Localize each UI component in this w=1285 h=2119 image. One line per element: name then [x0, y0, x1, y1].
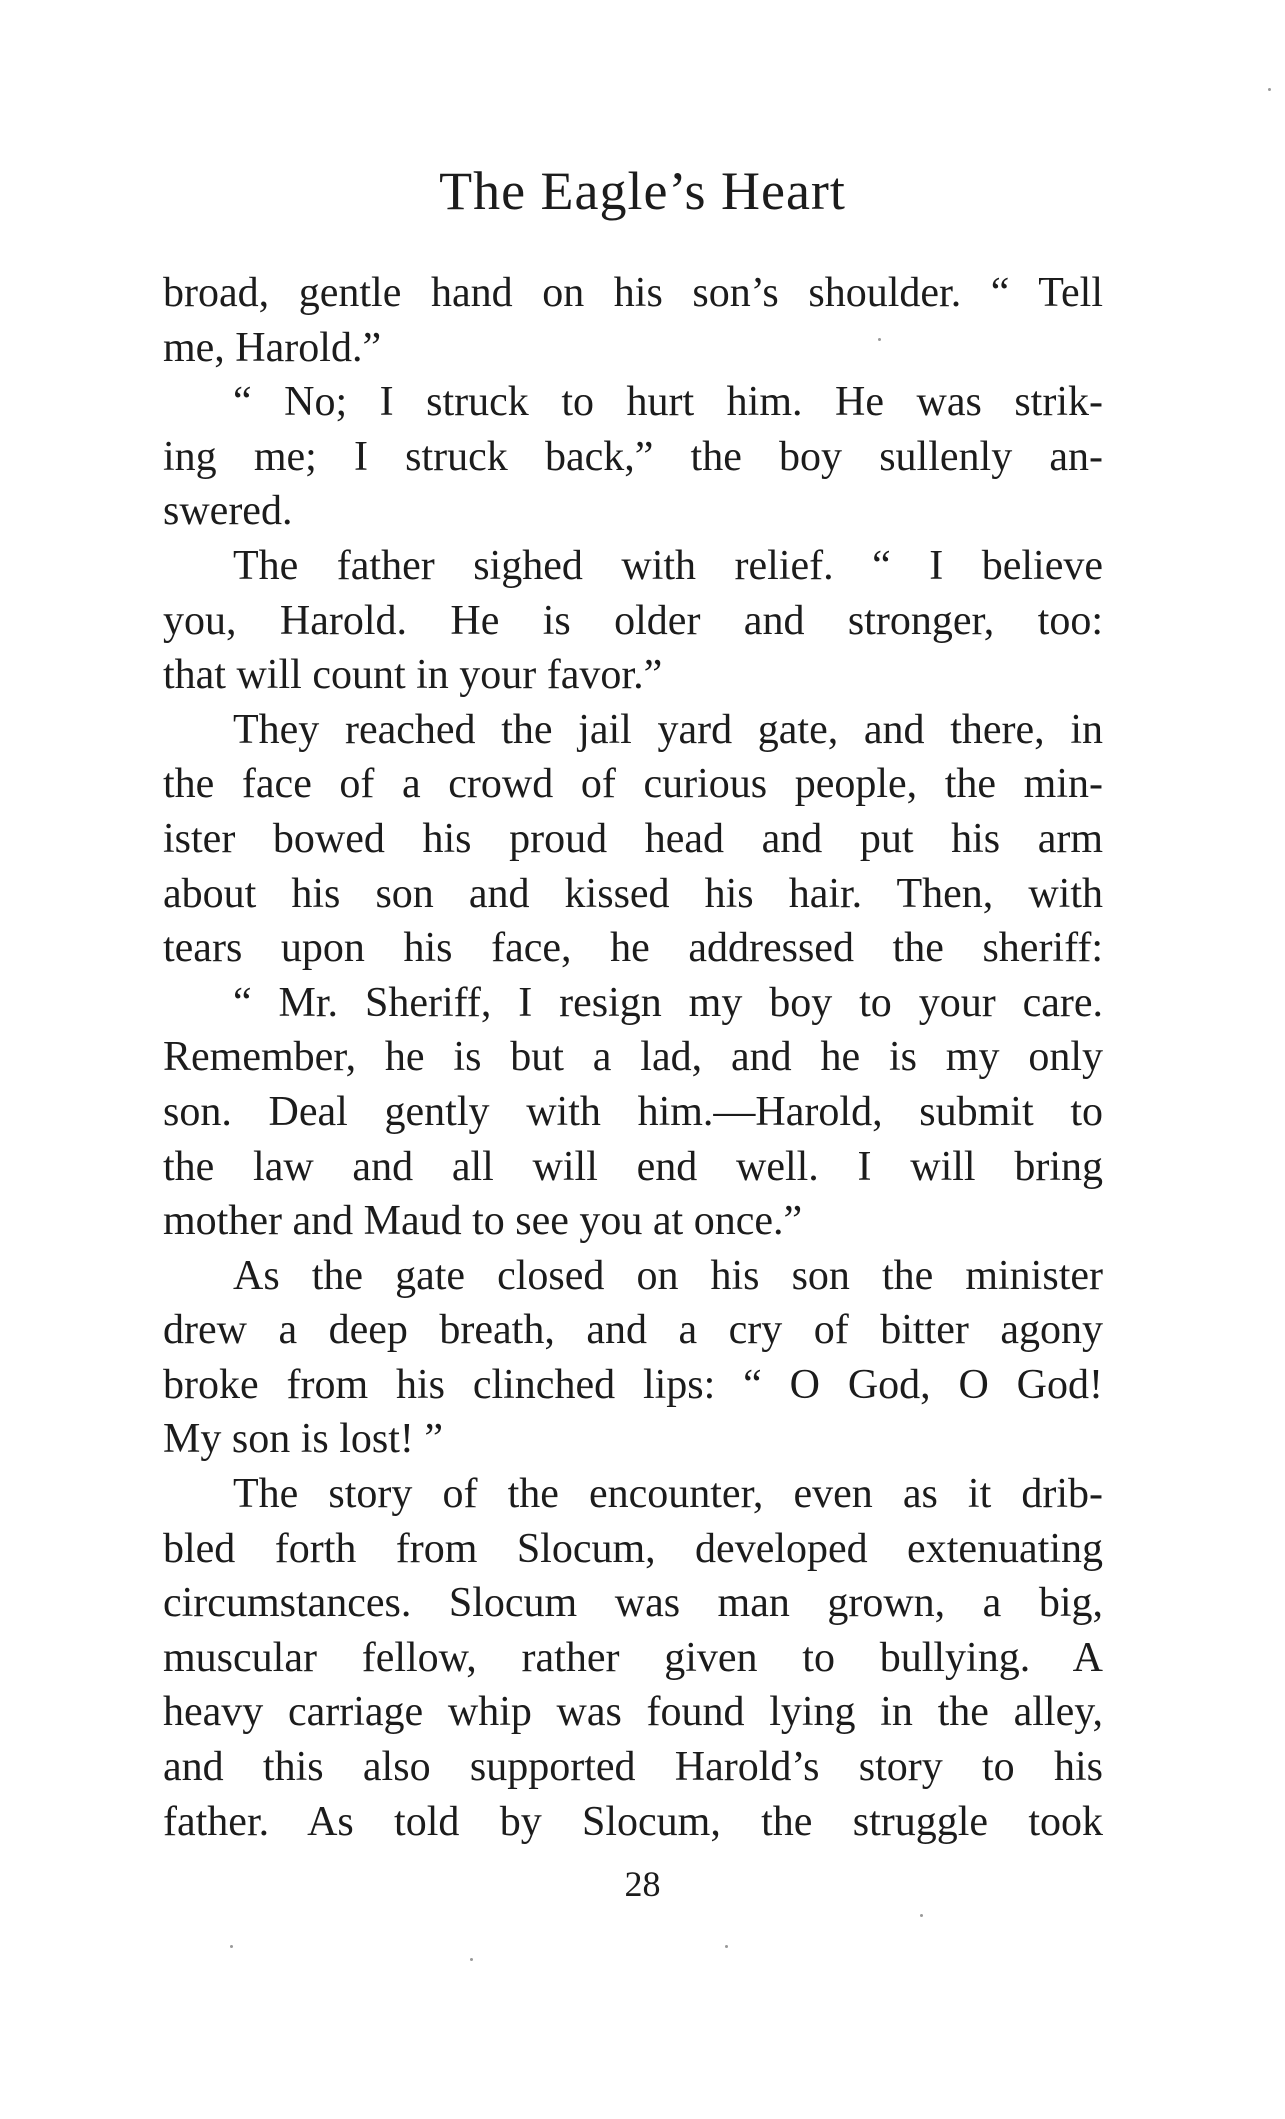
- paper-speck: [470, 1958, 473, 1961]
- text-line: The story of the encounter, even as it drib-: [233, 1471, 1103, 1518]
- text-line: My son is lost! ”: [163, 1416, 444, 1463]
- text-line: the law and all will end well. I will bring: [163, 1143, 1103, 1190]
- text-line: drew a deep breath, and a cry of bitter agony: [163, 1307, 1103, 1354]
- text-line: heavy carriage whip was found lying in the alley,: [163, 1689, 1103, 1736]
- text-line: As the gate closed on his son the minister: [233, 1252, 1103, 1299]
- text-line: the face of a crowd of curious people, the min-: [163, 761, 1103, 808]
- text-line: The father sighed with relief. “ I believe: [233, 542, 1103, 589]
- text-line: “ Mr. Sheriff, I resign my boy to your care.: [233, 979, 1103, 1026]
- text-line: Remember, he is but a lad, and he is my only: [163, 1034, 1103, 1081]
- text-line: bled forth from Slocum, developed extenuating: [163, 1525, 1103, 1572]
- text-line: circumstances. Slocum was man grown, a big,: [163, 1580, 1103, 1627]
- text-line: mother and Maud to see you at once.”: [163, 1198, 803, 1245]
- text-line: ing me; I struck back,” the boy sullenly an-: [163, 433, 1103, 480]
- paper-speck: [1268, 88, 1271, 91]
- paper-speck: [230, 1945, 233, 1948]
- text-line: broke from his clinched lips: “ O God, O God!: [163, 1361, 1103, 1408]
- text-line: and this also supported Harold’s story to his: [163, 1744, 1103, 1791]
- paper-speck: [878, 338, 881, 341]
- paper-speck: [725, 1945, 728, 1948]
- text-line: me, Harold.”: [163, 324, 382, 371]
- text-line: “ No; I struck to hurt him. He was strik-: [233, 379, 1103, 426]
- text-line: about his son and kissed his hair. Then, with: [163, 870, 1103, 917]
- text-line: swered.: [163, 488, 293, 535]
- page-number: 28: [624, 1864, 661, 1904]
- body-text: [163, 266, 1103, 1849]
- paper-speck: [920, 1914, 923, 1917]
- running-head: The Eagle’s Heart: [439, 161, 846, 221]
- text-line: muscular fellow, rather given to bullying. A: [163, 1634, 1103, 1681]
- text-line: father. As told by Slocum, the struggle took: [163, 1798, 1103, 1845]
- text-line: broad, gentle hand on his son’s shoulder. “ Tell: [163, 270, 1103, 316]
- text-line: ister bowed his proud head and put his arm: [163, 815, 1103, 862]
- text-line: that will count in your favor.”: [163, 652, 663, 699]
- text-line: son. Deal gently with him.—Harold, submit to: [163, 1088, 1103, 1135]
- text-line: tears upon his face, he addressed the sheriff:: [163, 925, 1103, 972]
- text-line: They reached the jail yard gate, and there, in: [233, 706, 1103, 753]
- text-line: you, Harold. He is older and stronger, too:: [163, 597, 1103, 644]
